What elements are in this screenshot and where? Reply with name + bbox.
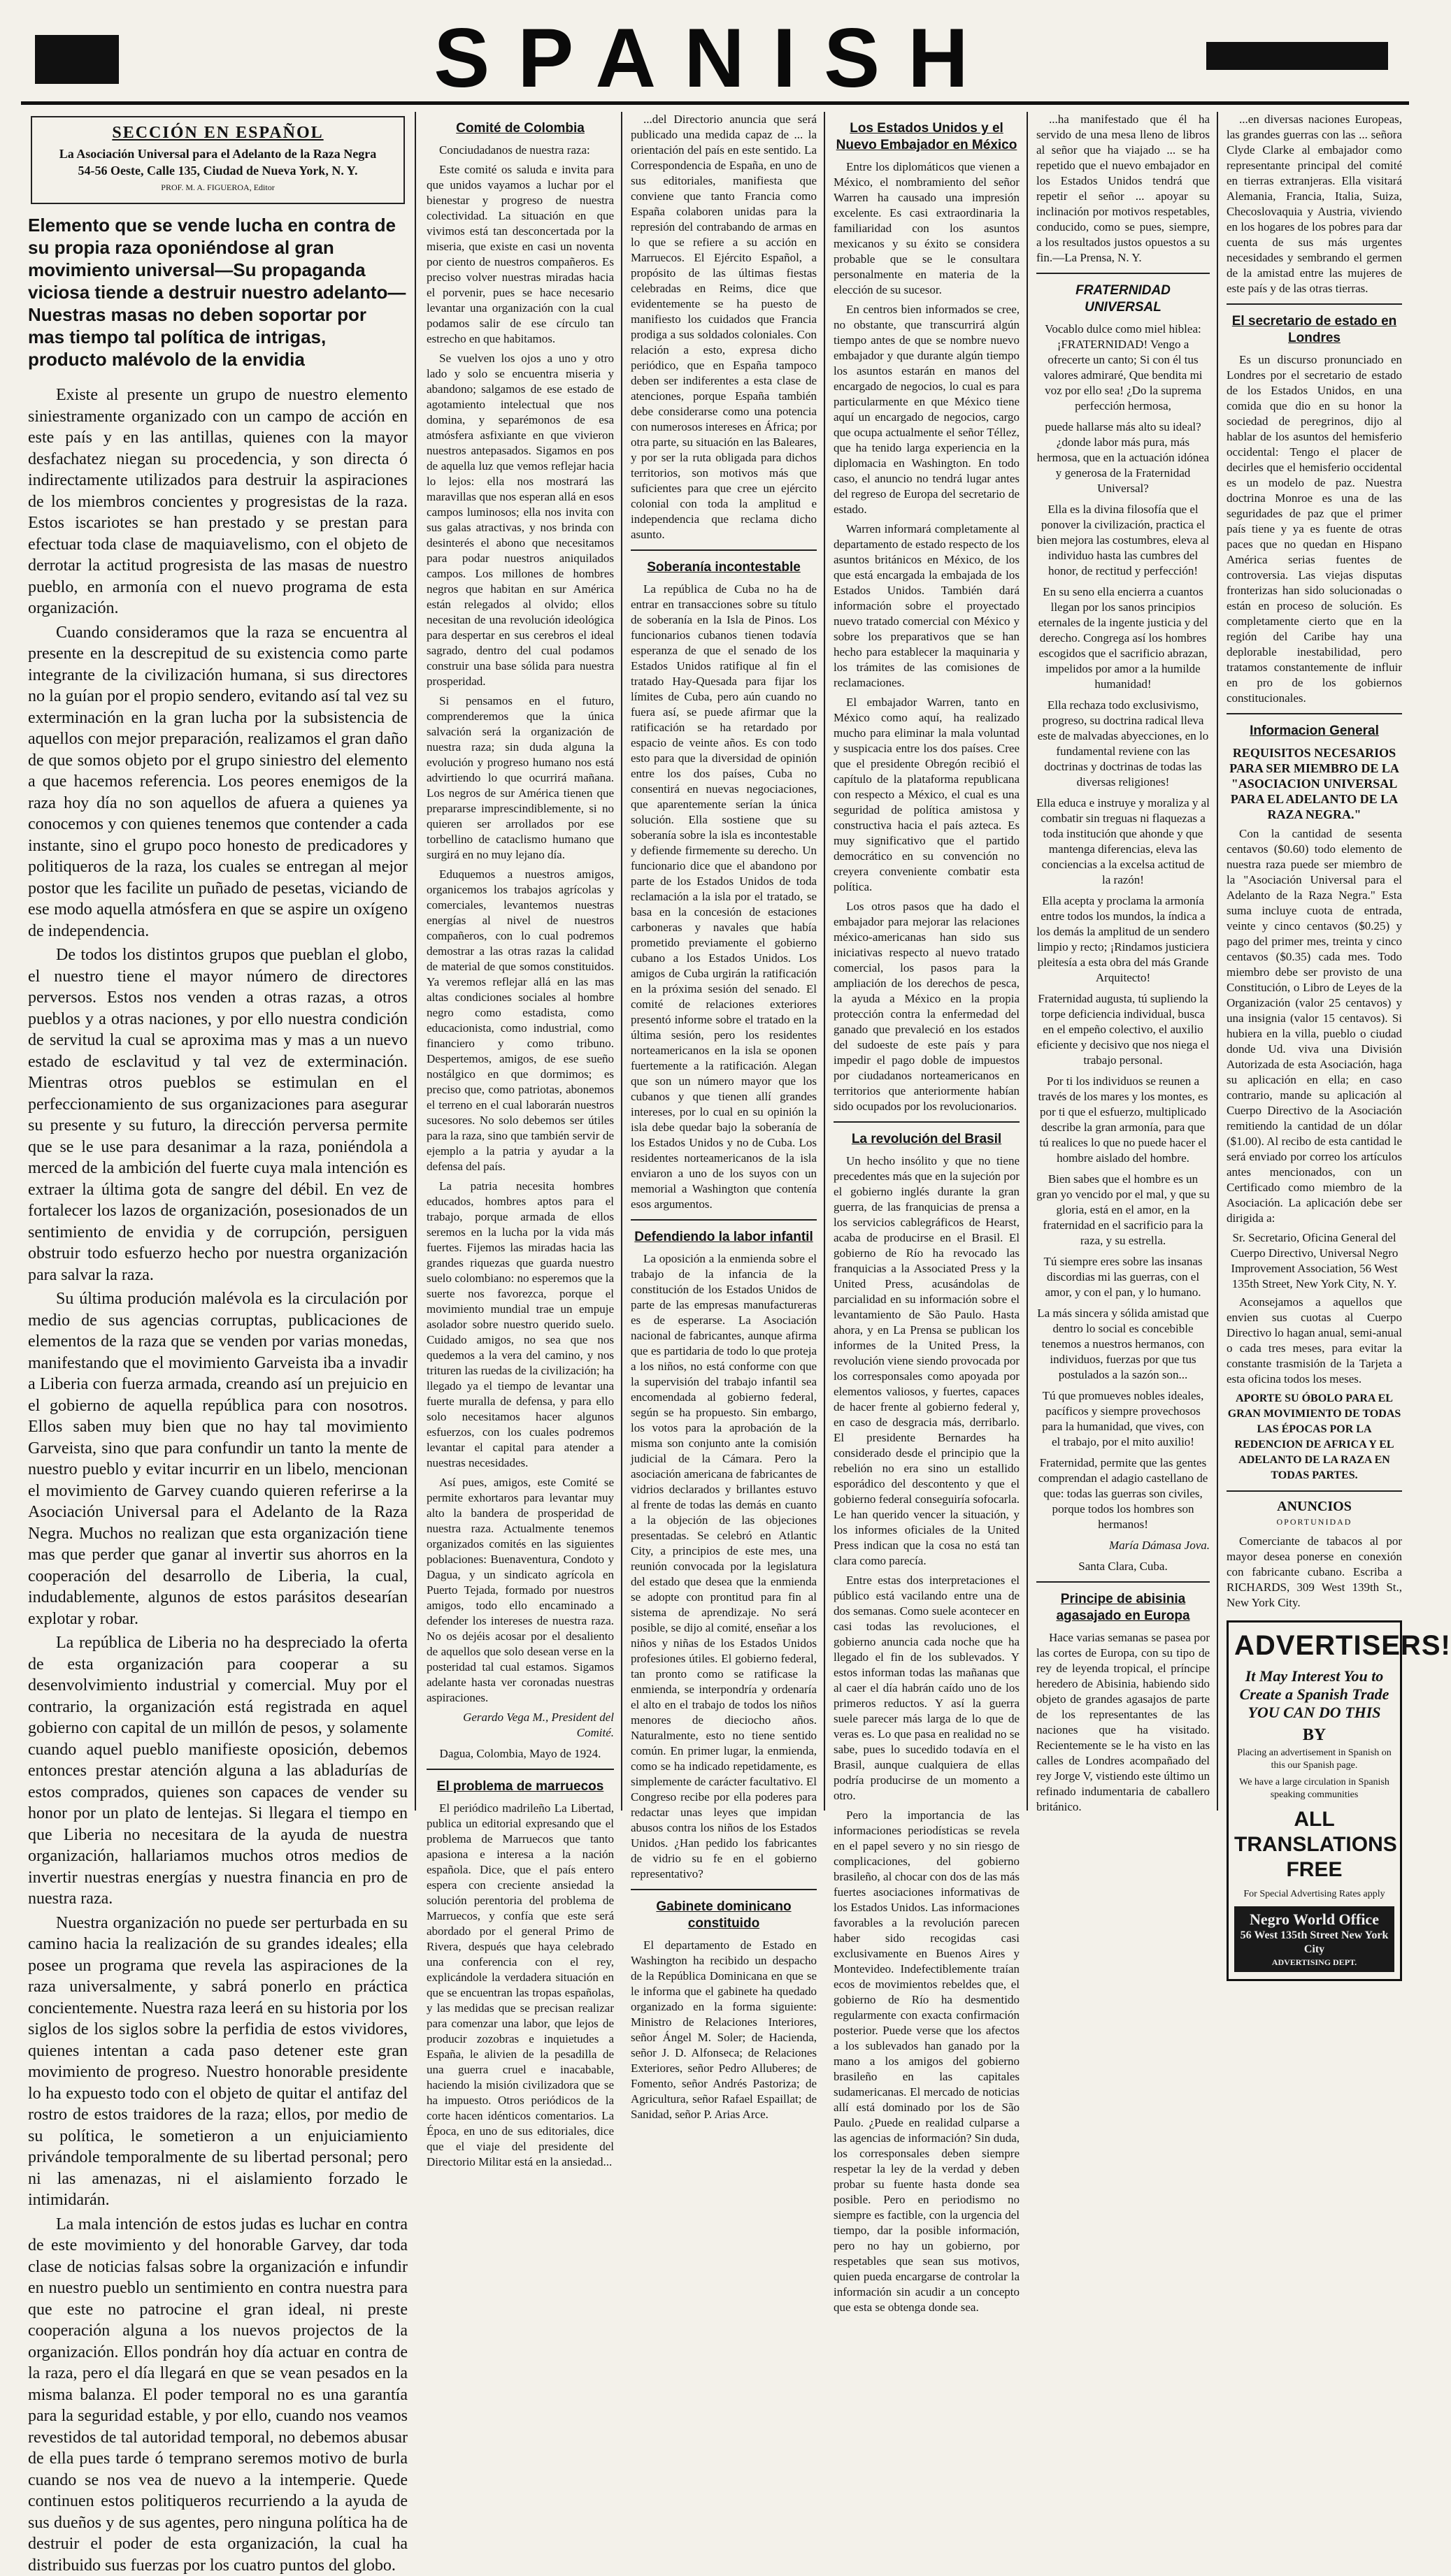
divider — [631, 1219, 817, 1221]
headline-informacion: Informacion General — [1227, 723, 1402, 740]
poem-stanza: Por ti los individuos se reunen a través de los mares y los montes, es por ti que el esfuerzo, multiplicado describe la gran armonía, para que tú realices lo que no puede hacer el hombre aislado del hombre. — [1036, 1074, 1210, 1166]
poem-stanza: Vocablo dulce como miel hiblea: ¡FRATERNIDAD! Vengo a ofrecerte un canto; Si con él tus valores admiraré, Que bendita mi voz por ello sea! ¿Do la suprema perfección hermosa, — [1036, 322, 1210, 414]
ad-office-box — [1234, 1906, 1394, 1972]
ink-blot — [35, 35, 119, 84]
article-paragraph: Pero la importancia de las informaciones periodísticas se revela en el papel severo y no sin riesgo de complicaciones, del gobierno brasileño, al chocar con dos de las más fuertes asociaciones informativas de los Estados Unidos. Las informaciones favorables a la revolución parecen haber sido recogidas casi exclusivamente en Buenos Aires y Montevideo. Indefectiblemente traían ecos de movimientos rebeldes que, el gobierno de Río ha desmentido regularmente con exacta confirmación posterior. Puede verse que los afectos a los sublevados han ganado por la mano a los amigos del gobierno brasileño en las capitales sudamericanas. El mercado de noticias allí está dominado por los de São Paulo. ¿Puede en realidad culparse a las agencias de información? Sin duda, los corresponsales deben siempre respetar la ley de la verdad y deben probar su fuente hasta donde sea posible. Pero en periodismo no siempre es factible, con la urgencia del tiempo, dar la posible información, pero no hay un gobierno, por respetables que sean sus motivos, quien pueda encargarse de controlar la información sin acudir a un concepto que esta se obtenga donde sea. — [834, 1808, 1020, 2315]
section-org: La Asociación Universal para el Adelanto de la Raza Negra — [41, 145, 395, 162]
poem-stanza: puede hallarse más alto su ideal? ¿donde labor más pura, más hermosa, que en la actuación idónea y generosa de la Fraternidad Universal? — [1036, 419, 1210, 496]
classified-ad: Comerciante de tabacos al por mayor desea ponerse en conexión con fabricante cubano. Escriba a RICHARDS, 309 West 139th St., New York City. — [1227, 1534, 1402, 1611]
poem-stanza: Tú siempre eres sobre las insanas discordias mi las guerras, con el amor, y con el pan, y lo humano. — [1036, 1254, 1210, 1300]
headline-embajador: Los Estados Unidos y el Nuevo Embajador en México — [834, 120, 1020, 154]
divider — [1227, 303, 1402, 305]
dateline: Dagua, Colombia, Mayo de 1924. — [427, 1746, 614, 1762]
ad-tagline: It May Interest You to Create a Spanish Trade YOU CAN DO THIS — [1234, 1667, 1394, 1722]
poem-stanza: Ella educa e instruye y moraliza y al combatir sin treguas ni flaquezas a toda institución que ahonde y que mantenga diferencias, eleva las conciencias a la excelsa actitud de la razón! — [1036, 796, 1210, 888]
article-paragraph: Aconsejamos a aquellos que envien sus cuotas al Cuerpo Directivo lo hagan anual, semi-anual o cada tres meses, para evitar la constante trasmisión de la Tarjeta a esta oficina todos los meses. — [1227, 1295, 1402, 1387]
article-paragraph: Con la cantidad de sesenta centavos ($0.60) todo elemento de nuestra raza puede ser miembro de la "Asociación Universal para el Adelanto de la Raza Negra." Esta suma incluye cuota de entrada, veinte y cinco centavos ($0.25) y pago del primer mes, treinta y cinco centavos ($0.35) cada mes. Todo miembro debe ser provisto de una Constitución, o Libro de Leyes de la Organización (valor 25 centavos) y una insignia (valor 15 centavos). Si hubiera en la villa, pueblo o ciudad donde Ud. viva una División Autorizada de esta Asociación, haga su aplicación en ella; en caso contrario, mande su aplicación al Cuerpo Directivo de la Asociación remitiendo la cantidad de un dólar ($1.00). Al recibo de esta cantidad le será enviado por correo los artículos antes mencionados, con un Certificado como miembro de la Asociación. La aplicación debe ser dirigida a: — [1227, 826, 1402, 1226]
article-paragraph: Conciudadanos de nuestra raza: — [427, 143, 614, 158]
poem-author: María Dámasa Jova. — [1036, 1538, 1210, 1553]
section-address: 54-56 Oeste, Calle 135, Ciudad de Nueva York, N. Y. — [41, 162, 395, 179]
aporte-banner: APORTE SU ÓBOLO PARA EL GRAN MOVIMIENTO DE TODAS LAS ÉPOCAS POR LA REDENCION DE AFRICA Y EL ADELANTO DE LA RAZA EN TODAS PARTES. — [1227, 1391, 1402, 1483]
article-paragraph: Entre estas dos interpretaciones el público está vacilando entre una de dos semanas. Como suele acontecer en casi todas las revoluciones, el gobierno anuncia cada noche que ha llegado el fin de los sublevados. Y estos informan todas las mañanas que al caer el día habrán caído uno de los primeros reductos. Y así la guerra suele parecer más larga de lo que de veras es. Lo que pasa en realidad no se sabe, pues lo sucedido todavía en el Brasil, aunque cualquiera de ellas podría producirse de un momento a otro. — [834, 1573, 1020, 1804]
headline-defendiendo: Defendiendo la labor infantil — [631, 1229, 817, 1246]
article-paragraph: Si pensamos en el futuro, comprenderemos que la única salvación será la organización de nuestra raza; sin duda alguna la evolución y progreso humano nos está advirtiendo lo que ocurrirá mañana. Los negros de sur América tienen que prepararse imprescindiblemente, si no quieren ser arrollados por ese torbellino de cataclismo humano que surgirá en no muy lejano día. — [427, 693, 614, 863]
masthead — [21, 14, 1409, 105]
ad-address: 56 West 135th Street New York City — [1238, 1929, 1390, 1957]
article-paragraph: El embajador Warren, tanto en México como aquí, ha realizado mucho para eliminar la mala voluntad y suspicacia entre los dos países. Cree que el presidente Obregón recibió el capítulo de la plataforma republicana con respecto a México, el cual es una seguridad de política amistosa y constructiva hacia el país azteca. Es muy significativo que el partido democrático en su convención no creyera conveniente combatir esta política. — [834, 695, 1020, 895]
divider — [1036, 1581, 1210, 1583]
ad-translations: ALL TRANSLATIONS FREE — [1234, 1807, 1394, 1883]
ad-circulation: We have a large circulation in Spanish speaking communities — [1234, 1776, 1394, 1801]
section-header-box — [31, 116, 405, 204]
article-paragraph: Este comité os saluda e invita para que unidos vayamos a luchar por el bienestar y progreso de nuestra colectividad. La situación en que vivimos está tan desconcertada por la miseria, que existe en casi un noventa por ciento de nuestros compañeros. Es preciso volver nuestras miradas hacia el porvenir, pues se hace necesario levantar una organización con la cual podamos salir de ese círculo tan estrecho en que habitamos. — [427, 162, 614, 347]
article-paragraph: Hace varias semanas se pasea por las cortes de Europa, con su tipo de rey de leyenda tropical, el príncipe heredero de Abisinia, habiendo sido objeto de grandes agasajos de parte de los representantes de las naciones que ha visitado. Recientemente se le ha visto en las calles de Londres acompañado del rey Jorge V, vistiendo este último un refinado indumentaria de caballero británico. — [1036, 1630, 1210, 1815]
article-paragraph: La patria necesita hombres educados, hombres aptos para el trabajo, porque armada de ellos seremos en la lucha por la vida más fuertes. Fijemos las miradas hacia las grandes riquezas que guarda nuestro suelo colombiano: no esperemos que la suerte nos favorezca, porque el movimiento mundial trae un empuje asolador sobre nuestro querido suelo. Cuidado amigos, no sea que nos quedemos a la vera del camino, y nos trituren las ruedas de la civilización; ha llegado ya el tiempo de levantar una fuerte muralla de defensa, y para ello solo necesitamos hacer algunos esfuerzos, con los cuales podremos levantar el capital para atender a nuestras necesidades. — [427, 1179, 614, 1471]
column-brasil — [827, 112, 1028, 1811]
article-paragraph: La república de Cuba no ha de entrar en transacciones sobre su título de soberanía en la Isla de Pinos. Los funcionarios cubanos tienen todavía esperanza de que el senado de los Estados Unidos ratifique al fin el tratado Hay-Quesada para fijar los límites de Cuba, pero aún cuando no fuera así, se puede afirmar que la ratificación se ha retardado por espacio de veinte años. Es con todo esto para que la diversidad de opinión entre los dos países, Cuba no consentirá en nuevas negociaciones, que aparentemente serían la única solución. Ella sostiene que su soberanía sobre la isla es incontestable y defiende firmemente su derecho. Un funcionario dice que el abandono por parte de los Estados Unidos de toda reclamación a la isla por el tratado, se basa en la concesión de estaciones carboneras y navales que había prometido previamente el gobierno cubano a los Estados Unidos. Los amigos de Cuba urgirán la ratificación en la próxima sesión del senado. El comité de relaciones exteriores presentó informe sobre el tratado en la última sesión, pero los residentes norteamericanos en la isla se oponen fuertemente a la ratificación. Alegan que son un número mayor que los cubanos y que tienen allí grandes intereses, por lo cual en su opinión la isla debe quedar bajo la soberanía de los Estados Unidos y no de Cuba. Los residentes norteamericanos de la isla enviaron a uno de los suyos con un memorial a Washington que contenía esos argumentos. — [631, 582, 817, 1212]
lead-headline: Elemento que se vende lucha en contra de su propia raza oponiéndose al gran movimiento universal—Su propaganda viciosa tiende a destruir nuestro adelanto—Nuestras masas no deben soportar por mas tiempo tal política de intrigas, producto malévolo de la envidia — [28, 214, 408, 370]
poem — [1036, 322, 1210, 1532]
column-soberania — [624, 112, 825, 1811]
article-paragraph: ...en diversas naciones Europeas, las grandes guerras con las ... señora Clyde Clarke al embajador como representante principal del comité en tierras extranjeras. Ella visitará Alemania, Francia, Italia, Suiza, Checoslovaquia y Austria, viviendo en los hogares de los pobres para dar cuenta de sus más urgentes necesidades y sembrando el germen de la amistad entre las mujeres de este país y de las otras tierras. — [1227, 112, 1402, 296]
masthead-title: SPANISH — [434, 10, 996, 106]
article-paragraph: La oposición a la enmienda sobre el trabajo de la infancia de la constitución de los Estados Unidos de parte de las empresas manufactureras es de esperarse. La Asociación nacional de fabricantes, aunque afirma que es partidaria de todo lo que proteja a los niños, no está conforme con que la supervisión del trabajo infantil sea encomendada al gobierno federal, según se ha propuesto. Sin embargo, los votos para la aprobación de la misma son conjunto ante la comisión judicial de la Cámara. Pero la asociación americana de fabricantes de vidrios declarados y brillantes estuvo al frente de todas las demás en cuanto a la objeción de las objeciones presentadas. Se celebró en Atlantic City, a principios de este mes, una reunión convocada por la legislatura del estado que desea que la enmienda se adopte con prontitud para fin al sistema de aprendizaje. No será posible, se dijo al comité, enseñar a los niños y niñas de los Estados Unidos profesiones útiles. El gobierno federal, tan pronto como se ratificase la enmienda, se interpondría y ordenaría el alto en el trabajo de todos los niños menores de dieciocho años. Naturalmente, esto no tiene sentido común. En primer lugar, la enmienda, como se ha indicado repetidamente, es simplemente de carácter facultativo. El Congreso recibe por ella poderes para redactar unas leyes que impidan abusos contra los niños de los Estados Unidos. ¿Han pedido los fabricantes de vidrio su fe en el gobierno representativo? — [631, 1251, 817, 1882]
headline-colombia: Comité de Colombia — [427, 120, 614, 137]
columns — [21, 112, 1409, 1811]
headline-secretario: El secretario de estado en Londres — [1227, 313, 1402, 347]
divider — [1036, 273, 1210, 274]
ink-blot — [1206, 42, 1388, 70]
ad-placing: Placing an advertisement in Spanish on this our Spanish page. — [1234, 1747, 1394, 1772]
poem-place: Santa Clara, Cuba. — [1036, 1559, 1210, 1574]
article-paragraph: ...ha manifestado que él ha servido de una mesa lleno de libros al señor que ha viajado ... se ha repetido que el nuevo embajador en los Estados Unidos tendrá que repetir el señor ... apoyar su inclinación por motivos respetables, conducido, como se pues, siempre, a los resultados justos opuestos a su fin.—La Prensa, N. Y. — [1036, 112, 1210, 266]
section-title: SECCIÓN EN ESPAÑOL — [41, 124, 395, 141]
mailing-address: Sr. Secretario, Oficina General del Cuerpo Directivo, Universal Negro Improvement Association, 56 West 135th Street, New York City, N. Y. — [1227, 1230, 1402, 1292]
article-paragraph: Se vuelven los ojos a uno y otro lado y solo se encuentra miseria y abandono; salgamos de ese estado de agotamiento intelectual que nos domina, y separémonos de esa atmósfera asfixiante en que vivieron nuestros antepasados. Sigamos en pos de aquella luz que vemos reflejar hacia lo lejos: ella nos mostrará las maravillas que nos esperan allá en esos campos luminosos; ella nos invita con sus galas atractivas, y nos brinda con desinterés el abono que necesitamos para podar nuestros aniquilados campos. Los millones de hombres negros que habitan en sur América están relegados al olvido; ellos necesitan de una revolución ideológica para despertar en sus cerebros el ideal sagrado, dentro del cual podamos construir una base sólida para nuestra prosperidad. — [427, 351, 614, 689]
lead-paragraph: De todos los distintos grupos que pueblan el globo, el nuestro tiene el mayor número de directores perversos. Estos nos venden a otras razas, a otros pueblos y a otras naciones, y por ello nuestra condición de servitud la cual se aproxima mas y mas a un nuevo estado de esclavitud y tal vez de exterminación. Mientras otros pueblos se estimulan en el perfeccionamiento de sus organizaciones para asegurar su presente y su futuro, la dirección perversa permite que se le use para desanimar a la raza, poniéndola a merced de la ambición del fuerte cuya mala intención es extraer la última gota de sangre del débil. En vez de fortalecer los lazos de organización, posesionados de un sentimiento de envidia y de corrupción, persiguen obstruir todo esfuerzo hecho por nuestra organización para salvar la raza. — [28, 944, 408, 1286]
lead-paragraph: Existe al presente un grupo de nuestro elemento siniestramente organizado con un campo de acción en este país y en las antillas, quienes con la mayor desfachatez niegan su procedencia, y son directa ó indirectamente utilizados para destruir la aspiraciones de los miembros concientes y progresistas de la raza. Estos iscariotes se han prestado y se prestan para efectuar toda clase de maquiavelismo, con el objeto de derrotar la actitud progresista de las masas de nuestro pueblo, en armonía con el nuevo programa de esta organización. — [28, 384, 408, 619]
divider — [834, 1121, 1020, 1123]
article-paragraph: Eduquemos a nuestros amigos, organicemos los trabajos agrícolas y comerciales, levantemos nuestras energías al nivel de nuestros compañeros, con lo cual podremos demostrar a las otras razas la calidad de material de que somos constituidos. Ya veremos reflejar allá en las mas altas condiciones sociales al hombre negro como estadista, como educacionista, como industrial, como financiero y como tribuno. Despertemos, amigos, de ese sueño nostálgico en que dormimos; es preciso que, como patriotas, abonemos el terreno en el cual laborarán nuestros sucesores. No solo debemos ser útiles para la raza, sino que también servir de ejemplo a la patria y ayudar a la defensa del país. — [427, 867, 614, 1174]
poem-stanza: Fraternidad, permite que las gentes comprendan el adagio castellano de que: todas las guerras son civiles, porque todos los hombres son hermanos! — [1036, 1455, 1210, 1532]
divider — [631, 549, 817, 551]
article-paragraph: Entre los diplomáticos que vienen a México, el nombramiento del señor Warren ha causado una impresión excelente. Es casi extraordinaria la familiaridad con los asuntos mexicanos y su éxito se considera probable que se le consultara personalmente en materia de la elección de su sucesor. — [834, 159, 1020, 298]
ad-office: Negro World Office — [1238, 1911, 1390, 1929]
poem-stanza: Bien sabes que el hombre es un gran yo vencido por el mal, y que su gloria, está en el amor, en la fraternidad en el sacrificio para la raza, y su estrella. — [1036, 1172, 1210, 1249]
divider — [631, 1889, 817, 1890]
requisitos-heading: REQUISITOS NECESARIOS PARA SER MIEMBRO DE LA "ASOCIACION UNIVERSAL PARA EL ADELANTO DE LA RAZA NEGRA." — [1227, 745, 1402, 822]
divider — [1227, 1490, 1402, 1492]
article-paragraph: En centros bien informados se cree, no obstante, que transcurrirá algún tiempo antes de que se nombre nuevo embajador y que durante algún tiempo los asuntos estarán en manos del encargado de negocios, lo cual es para particularmente en que México tiene aquí un encargado de negocios, cargo que ocupa actualmente el señor Téllez, que ha tenido larga experiencia en la diplomacia en Washington. En todo caso, el anuncio no tendrá lugar antes del regreso de Europa del secretario de estado. — [834, 302, 1020, 517]
lead-paragraph: Cuando consideramos que la raza se encuentra al presente en la descrepitud de su existencia como parte integrante de la civilización humana, si sus directores no la guían por el propio sendero, evitando así tal vez su exterminación en la gran lucha por la subsistencia de aquellos con mejor preparación, realizamos el gran daño de que somos objeto por el grupo siniestro del elemento a que hacemos referencia. Los peores enemigos de la raza hoy día no son aquellos de afuera a quienes ya conocemos y con quienes tenemos que contender a cada instante, sino el grupo poco honesto de predicadores y politiqueros de la raza, los cuales se entregan al mejor postor que les facilite un puñado de pesetas, viciando de ese modo aquella atmósfera en que se aspire un oxígeno de independencia. — [28, 622, 408, 942]
ad-dept: ADVERTISING DEPT. — [1238, 1957, 1390, 1968]
ad-by: BY — [1234, 1727, 1394, 1743]
lead-paragraph: La mala intención de estos judas es luchar en contra de este movimiento y del honorable Garvey, dar toda clase de noticias falsas sobre la organización e infundir en nuestro pueblo un sentimiento en contra nuestra para que este no patrocine el gran ideal, ni preste cooperación alguna a los nuevos projectos de la organización. Ellos pondrán hoy día actuar en contra de la raza, pero el día llegará en que se vean pesados en la misma balanza. El poder temporal no es una garantía para la seguridad estable, y por ello, cuando nos veamos revestidos de tal autoridad temporal, no debemos abusar de ella pues tarde ó temprano seremos motivo de burla cuando se nos vea de nuevo a la intemperie. Quede continuen estos politiqueros recurriendo a la ayuda de sus dueños y de sus agentes, pero ninguna política ha de destruir el poder de esta organización, la cual ha distribuido sus fuerzas por los cuatro puntos del globo. — [28, 2214, 408, 2576]
article-paragraph: Un hecho insólito y que no tiene precedentes más que en la sujeción por el gobierno inglés durante la gran guerra, de las franquicias de prensa a los servicios cablegráficos de Hearst, acaba de producirse en el Brasil. El gobierno de Río ha revocado las franquicias a la Associated Press y la United Press, acusándolas de parcialidad en su información sobre el levantamiento de São Paulo. Hasta ahora, y en La Prensa se publican los informes de la United Press, la revolución viene siendo provocada por los corresponsales como apoyada por elementos valiosos, y fuertes, capaces de hacer frente al gobierno federal y, en caso de desgracia más, derribarlo. El presidente Bernardes ha considerado desde el principio que la rebelión no era sino un estallido esporádico del descontento y que el gobierno federal conseguiría sofocarla. Le han querido vencer la situación, y los informes oficiales de la United Press indican que la cosa no está tan clara como parecía. — [834, 1153, 1020, 1569]
article-paragraph: Así pues, amigos, este Comité se permite exhortaros para levantar muy alto la bandera de prosperidad de nuestra raza. Actualmente tenemos organizados comités en las siguientes poblaciones: Buenaventura, Condoto y Dagua, y un sindicato agrícola en Puerto Tejada, formado por nuestros amigos, todo ello encaminado a defender los intereses de nuestra raza. No os dejéis acosar por el desaliento de aquellos que solo desean verse en la posteridad tal cual estamos. Sigamos adelante hasta ver coronadas nuestras aspiraciones. — [427, 1475, 614, 1706]
poem-stanza: Ella acepta y proclama la armonía entre todos los mundos, la índica a los demás la amplitud de un sendero limpio y recto; ¡Rindamos justiciera pleitesía a esta obra del más Grande Arquitecto! — [1036, 893, 1210, 986]
lead-article — [21, 112, 416, 1811]
column-colombia — [420, 112, 622, 1811]
headline-gabinete: Gabinete dominicano constituido — [631, 1899, 817, 1932]
signature: Gerardo Vega M., President del Comité. — [427, 1710, 614, 1741]
article-paragraph: El departamento de Estado en Washington ha recibido un despacho de la República Dominicana en que se le informa que el gabinete ha quedado organizado en la forma siguiente: Ministro de Relaciones Interiores, señor Ángel M. Soler; de Hacienda, señor J. D. Alfonseca; de Relaciones Exteriores, señor Pedro Alluberes; de Fomento, señor Andrés Pastoriza; de Agricultura, señor Rafael Espaillat; de Sanidad, señor P. Arias Arce. — [631, 1938, 817, 2122]
newspaper-page — [21, 14, 1409, 1811]
ad-rates: For Special Advertising Rates apply — [1234, 1888, 1394, 1901]
divider — [427, 1769, 614, 1770]
anuncios-heading: ANUNCIOS — [1227, 1499, 1402, 1514]
poem-stanza: Fraternidad augusta, tú supliendo la torpe deficiencia individual, busca en el empeño colectivo, el auxilio eficiente y decisivo que nos niega el trabajo personal. — [1036, 991, 1210, 1068]
article-paragraph: ...del Directorio anuncia que será publicado una medida capaz de ... la orientación del país en este sentido. La Correspondencia de España, en uno de sus editoriales, manifiesta que conviene que tanto Francia como España colaboren unidas para la represión del contrabando de armas en lo que se refiere a su acción en Marruecos. El Ejército Español, a propósito de las últimas fiestas celebradas en Reims, dice que evidentemente se ha puesto de manifiesto los cuidados que Francia prodiga a sus soldados coloniales. Con relación a esto, expresa dicho periódico, que en España tampoco deben ser indiferentes a esta clase de atenciones, porque España también debe considerarse como una potencia con numerosos intereses en África; por otra parte, su situación en las Baleares, y por ser la ruta obligada para dichos territorios, son motivos más que suficientes para que cree un ejército colonial con toda la amplitud e independencia que reclama dicho asunto. — [631, 112, 817, 542]
headline-marruecos: El problema de marruecos — [427, 1778, 614, 1795]
column-fraternidad — [1029, 112, 1218, 1811]
poem-stanza: Ella es la divina filosofía que el ponover la civilización, practica el bien mejora las costumbres, eleva al individuo hasta las cumbres del honor, de rectitud y perfección! — [1036, 502, 1210, 579]
article-paragraph: Warren informará completamente al departamento de estado respecto de los asuntos británicos en México, de los que está encargada la embajada de los Estados Unidos. También dará información sobre el proyectado nuevo tratado comercial con México y sobre los preparativos que se han hecho para establecer la maquinaria y los trámites de las comisiones de reclamaciones. — [834, 521, 1020, 691]
headline-fraternidad: FRATERNIDAD UNIVERSAL — [1036, 282, 1210, 316]
lead-paragraph: Nuestra organización no puede ser perturbada en su camino hacia la realización de su grandes ideales; ella posee un programa que revela las aspiraciones de la raza universalmente, y sabrá ponerlo en práctica concientemente. Nuestra raza leerá en su historia por los siglos de los siglos sobre la perfidia de estos vividores, quienes intentan a cada paso detener este gran movimiento de progreso. Nuestro honorable presidente lo ha expuesto todo con el objeto de quitar el antifaz del rostro de estos traidores de la raza; ellos, por medio de su política, le sometieron a un enjuiciamiento privándole temporalmente de su libertad personal; pero ni las amenazas, ni el aislamiento forzado le intimidarán. — [28, 1913, 408, 2211]
section-editor: PROF. M. A. FIGUEROA, Editor — [41, 179, 395, 196]
headline-principe: Principe de abisinia agasajado en Europa — [1036, 1591, 1210, 1625]
poem-stanza: En su seno ella encierra a cuantos llegan por los sanos principios eternales de la ingente justicia y del derecho. Congrega así los hombres escogidos que el sacrificio abrazan, impelidos por amor a la humilde humanidad! — [1036, 584, 1210, 692]
advertisers-box — [1227, 1620, 1402, 1981]
lead-paragraph: La república de Liberia no ha despreciado la oferta de esta organización para cooperar a su desenvolvimiento industrial y comercial. Muy por el contrario, la organización está registrada en aquel gobierno con capital de un millón de pesos, y solamente cuando aquel pueblo manifieste oposición, debemos entonces prestar atención alguna a las abladurías de estos comprados, quienes son capaces de vender su honor por un plato de lentejas. Si llegara el tiempo en que Liberia no necesitara de la ayuda de nuestra organización, hallariamos muchos otros medios de invertir nuestras energías y nuestra financia en pro de nuestra raza. — [28, 1632, 408, 1910]
oportunidad-label: OPORTUNIDAD — [1227, 1514, 1402, 1530]
lead-paragraph: Su última produción malévola es la circulación por medio de sus agencias corruptas, publicaciones de elementos de la raza que se venden por varias monedas, manifestando que el movimiento Garveista iba a invadir a Liberia con fuerza armada, creando así un prejuicio en el gobierno de aquella república para con nosotros. Ellos saben muy bien que no hay tal movimiento Garveista, sino que para confundir un tanto la mente de nuestro pueblo y evitar incurrir en un libelo, mencionan el movimiento de Garvey cuando quieren referirse a la Asociación Universal para el Adelanto de la Raza Negra. Muchos no realizan que esta organización tiene mas que perder que ganar al invertir sus ahorros en la cooperación del desarrollo de Liberia, la cual, indudablemente, algunos de estos parásitos desearían explotar y robar. — [28, 1288, 408, 1629]
divider — [1227, 713, 1402, 714]
headline-soberania: Soberanía incontestable — [631, 559, 817, 576]
article-paragraph: El periódico madrileño La Libertad, publica un editorial expresando que el problema de Marruecos que tanto apasiona e interesa a la nación española. Dice, que el país entero espera con creciente ansiedad la solución perentoria del problema de Marruecos, y confía que este será abordado por el general Primo de Rivera, después que haya celebrado una conferencia con el rey, explicándole la verdadera situación en que se encuentran las tropas españolas, y las medidas que se precisan realizar para comenzar una labor, que lejos de producir zozobras e inquietudes a España, le alivien de la pesadilla de una guerra cruel e inacabable, haciendo la misión civilizadora que se ha impuesto. Otros periódicos de la corte hacen idénticos comentarios. La Época, en uno de sus editoriales, dice que el viaje del presidente del Directorio Militar está en la ansiedad... — [427, 1801, 614, 2170]
poem-stanza: Ella rechaza todo exclusivismo, progreso, su doctrina radical lleva este de malvadas abyecciones, en lo fundamental reviene con las doctrinas y doctrinas de todas las diversas religiones! — [1036, 698, 1210, 790]
article-paragraph: Es un discurso pronunciado en Londres por el secretario de estado de los Estados Unidos, en una comida que dio en su honor la sociedad de peregrinos, dijo al hablar de los asuntos del hemisferio occidental: Tengo el placer de decirles que el hemisferio occidental es un modelo de paz. Nuestra doctrina Monroe es una de las seguridades de paz que el primer país tiene y ya es fuente de otras paces que no quedan en Hispano América serias fuentes de controversia. Las viejas disputas fronterizas han sido solucionadas o están en proceso de solución. Es completamente cierto que en la región del Caribe hay una deplorable inestabilidad, pero tratamos constantemente de influir en pro de los gobiernos constitucionales. — [1227, 352, 1402, 706]
headline-brasil: La revolución del Brasil — [834, 1131, 1020, 1148]
poem-stanza: La más sincera y sólida amistad que dentro lo social es concebible tenemos a nuestros hermanos, con individuos, fuerzas por que tus postulados a la sazón son... — [1036, 1306, 1210, 1383]
poem-stanza: Tú que promueves nobles ideales, pacíficos y siempre provechosos para la humanidad, que vives, con el trabajo, por el mito auxilio! — [1036, 1388, 1210, 1450]
ad-title: ADVERTISERS! — [1234, 1629, 1394, 1662]
column-informacion — [1220, 112, 1409, 1811]
article-paragraph: Los otros pasos que ha dado el embajador para mejorar las relaciones méxico-americanas han sido sus iniciativas respecto al nuevo tratado comercial, los pasos para la ampliación de los derechos de pesca, la ayuda a México en la propia protección contra la enfermedad del ganado que prevaleció en los estados del sudoeste de este país y para impedir el pago doble de impuestos por ciudadanos norteamericanos en territorios que anteriormente habían sido ocupados por los revolucionarios. — [834, 899, 1020, 1114]
